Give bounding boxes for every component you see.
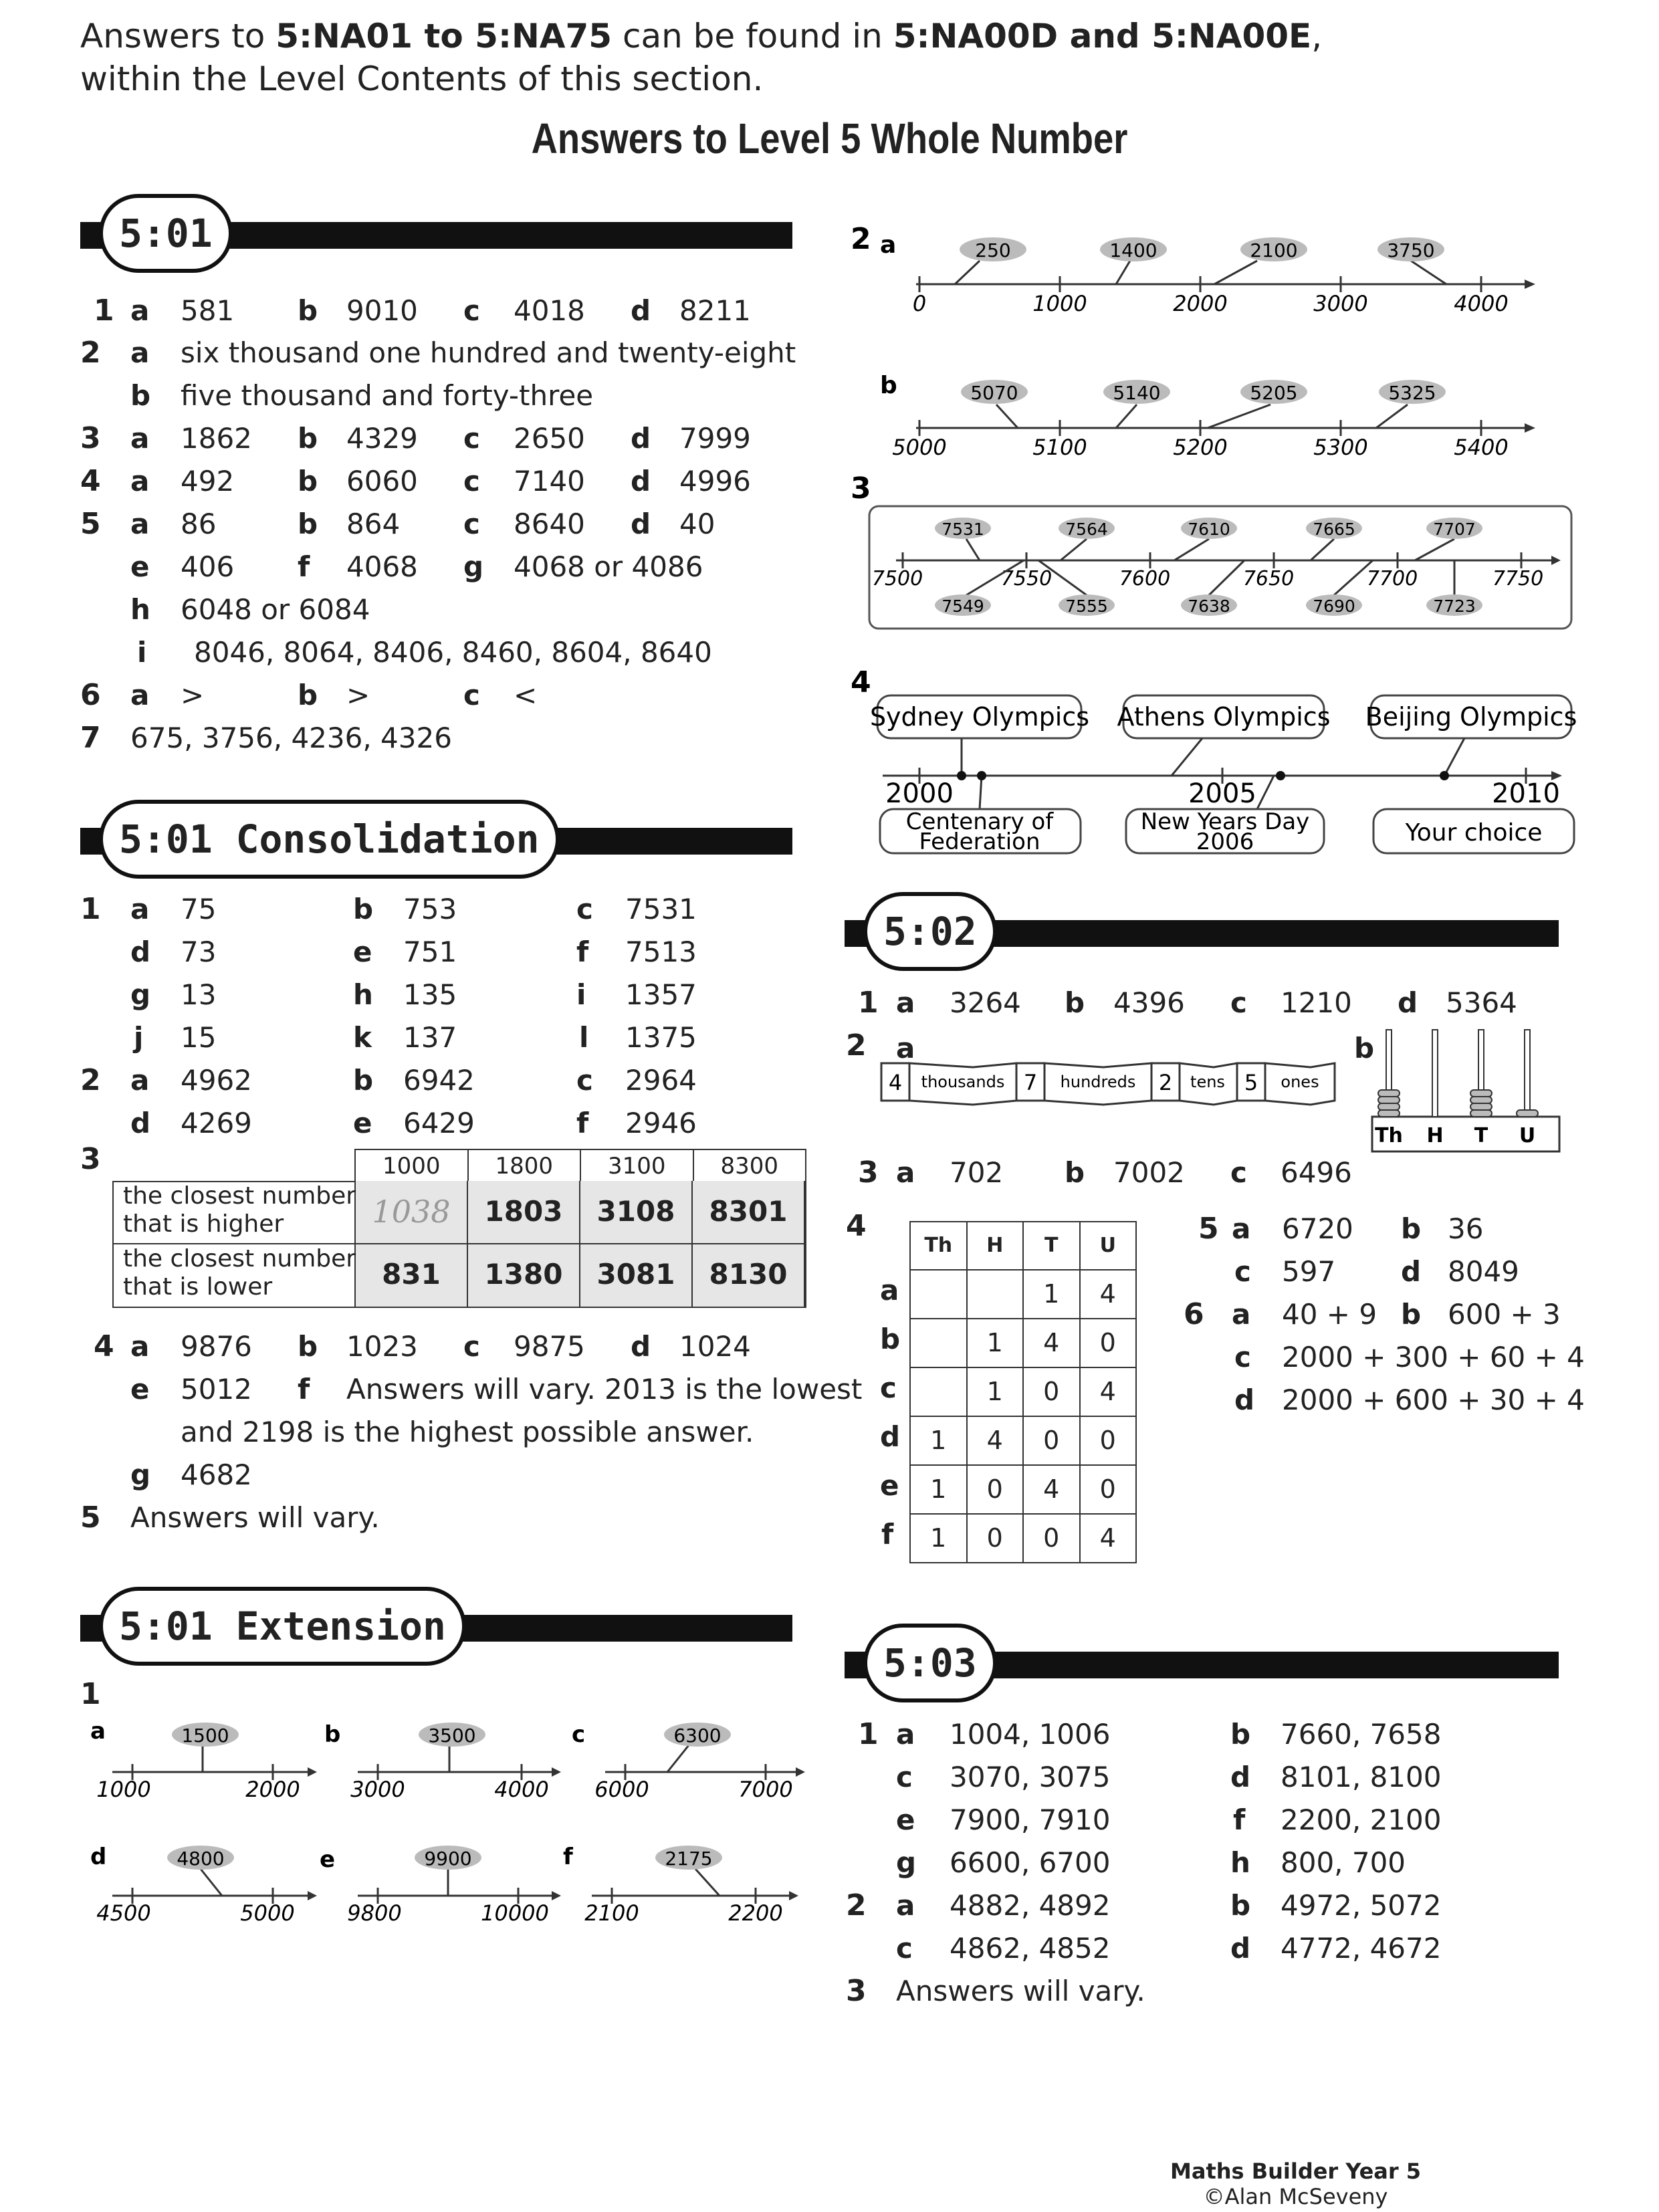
svg-text:4: 4 (851, 665, 871, 699)
table-cell: 0 (1099, 1474, 1116, 1504)
table-cell: 4 (1024, 1319, 1081, 1367)
table-cell: 1 (911, 1466, 968, 1513)
svg-text:4800: 4800 (177, 1848, 225, 1870)
section-header-501-consolidation: 5:01 Consolidation (80, 800, 792, 883)
footer: Maths Builder Year 5 ©Alan McSeveny (1170, 2159, 1422, 2209)
svg-text:7707: 7707 (1433, 520, 1476, 539)
answer-page: Answers to 5:NA01 to 5:NA75 can be found in 5:NA00D and 5:NA00E, within the Level Contents of this section. Answers to Level 5 Whole Number 5:01 5:01 Consolidation 5:01 Extension 5:02 5:03 1 a 581 b 9010 c 4018 d 8211 2 a six thousand one hundred and twenty-eight b five thousand and forty-three 3 a 1862 b 4329 c 2650 d 7999 4 a 492 b 6060 c 7140 d 4996 5 a 86 b 864 c 8640 d 40 e 406 f 4068 g 4068 or 4086 h 6048 or 6084 i 8046, 8064, 8406, 8460, 8604, 8640 6 a > b > c < 7 675, 3756, 4236, 4326 1 a 75 b 753 c 7531 d 73 e 751 f 7513 g 13 h 135 i 1357 j 15 k 137 l 1375 2 a 4962 b 6942 c 2964 d 4269 e 6429 f 2946 3 1000 1800 3100 8300 the closest number that is higher the closest number that is lower 1038 1803 3108 8301 831 1380 3081 8130 4 a 9876 b 1023 c 9875 d 1024 e 5012 f Answers will vary. 2013 is the lowest and 2198 is the highest possible answer. g 4682 5 Answers will vary. 1 a 1500 1000 2000 b 3500 3000 4000 c 6300 6000 7000 d 4800 4500 5000 e 9900 9800 10000 f 2175 2100 2200 2 a 0 1000 2000 3000 4000 250 1400 2100 3750 b 5000 5100 5200 5300 5400 5070 5140 5205 5325 3 7500 7550 7600 7650 7700 7750 7531 7564 7610 7665 7707 7549 7555 7638 7690 7723 4 Sydney Olympics Athens Olympics Beijing Olympics 2000 2005 2010 Centenary of Federation New Years Day 2006 Your choice 4 thousands 7 hundreds 2 tens 5 ones Th H T U 1 a 3264 b 4396 c 1210 d 5364 2 a b 3 a 702 b 7002 c 6496 4 Th H T U 1 4 1 4 0 1 0 4 1 4 0 0 1 0 4 0 1 0 0 4 a b c d e f 5 a 6720 b 36 c 597 d 8049 6 a 40 + 9 b 600 + 3 c 2000 + 300 + 60 + 4 d 2000 + 600 + 30 + 4 1 a 1004, 1006 b 7660, 7658 c 3070, 3075 d 8101, 8100 e 7900, 7910 f 2200, 2100 g 6600, 6700 h 800, 700 2 a 4882, 4892 b 4972, 5072 c 4862, 4852 d 4772, 4672 3 Answers will vary. Maths Builder Year 5 ©Alan McSeveny (0, 0, 1659, 2212)
svg-text:2000: 2000 (885, 778, 954, 809)
svg-text:ones: ones (1281, 1073, 1319, 1091)
svg-text:U: U (1519, 1124, 1536, 1147)
table-cell: 0 (1099, 1328, 1116, 1357)
table-cell: 1 (968, 1368, 1024, 1416)
table-cell: 4 (1024, 1466, 1081, 1513)
svg-text:7750: 7750 (1492, 567, 1544, 590)
svg-text:2000: 2000 (245, 1777, 300, 1802)
svg-text:5200: 5200 (1173, 435, 1228, 460)
svg-text:7000: 7000 (738, 1777, 793, 1802)
svg-text:5100: 5100 (1032, 435, 1087, 460)
table-cell (968, 1270, 1024, 1318)
svg-text:Th: Th (1375, 1124, 1403, 1147)
svg-text:New Years Day: New Years Day (1140, 808, 1310, 835)
svg-text:2100: 2100 (1250, 239, 1298, 261)
section-header-501: 5:01 (80, 194, 792, 277)
svg-text:Beijing Olympics: Beijing Olympics (1365, 702, 1577, 732)
svg-text:5400: 5400 (1454, 435, 1509, 460)
ext-line-e (320, 1846, 561, 1926)
section-header-503: 5:03 (845, 1624, 1559, 1706)
svg-text:1500: 1500 (181, 1725, 229, 1747)
svg-text:0: 0 (912, 291, 927, 316)
svg-text:7531: 7531 (942, 520, 984, 539)
svg-text:H: H (1426, 1124, 1444, 1147)
ext-line-b (324, 1721, 561, 1802)
svg-text:1000: 1000 (96, 1777, 151, 1802)
ext-line-a (90, 1718, 317, 1802)
svg-text:9900: 9900 (424, 1848, 472, 1870)
svg-text:3: 3 (851, 471, 871, 506)
svg-text:5300: 5300 (1313, 435, 1368, 460)
svg-text:5000: 5000 (892, 435, 947, 460)
svg-text:2005: 2005 (1188, 778, 1256, 809)
table-cell: 4 (1099, 1523, 1116, 1553)
svg-text:e: e (320, 1846, 336, 1873)
table-cell: 1 (911, 1417, 968, 1464)
svg-text:2100: 2100 (584, 1900, 639, 1926)
table-cell: 4 (1099, 1279, 1116, 1309)
table-cell: 0 (1024, 1368, 1081, 1416)
svg-text:7564: 7564 (1065, 520, 1108, 539)
table-cell: 0 (1024, 1515, 1081, 1562)
svg-text:3750: 3750 (1387, 239, 1435, 261)
svg-text:a: a (90, 1718, 106, 1745)
svg-text:thousands: thousands (921, 1073, 1005, 1091)
table-row (911, 1270, 1135, 1319)
table-cell: 0 (968, 1466, 1024, 1513)
svg-text:2010: 2010 (1492, 778, 1560, 809)
svg-text:Your choice: Your choice (1405, 819, 1543, 847)
svg-text:7500: 7500 (871, 567, 923, 590)
page-title: Answers to Level 5 Whole Number (531, 114, 1128, 162)
svg-text:Athens Olympics: Athens Olympics (1117, 702, 1331, 732)
table-cell: 0 (1099, 1426, 1116, 1455)
svg-text:d: d (90, 1844, 107, 1870)
svg-text:7665: 7665 (1313, 520, 1355, 539)
svg-text:6000: 6000 (594, 1777, 649, 1802)
table-row (911, 1515, 1135, 1562)
svg-text:f: f (563, 1844, 573, 1870)
svg-text:a: a (880, 231, 897, 259)
svg-text:Federation: Federation (919, 828, 1040, 855)
svg-text:5: 5 (1244, 1070, 1258, 1095)
svg-text:2006: 2006 (1196, 828, 1254, 855)
table-cell: 4 (968, 1417, 1024, 1464)
table-cell (911, 1319, 968, 1367)
section-header-502: 5:02 (845, 892, 1559, 975)
table-row (911, 1417, 1135, 1466)
svg-text:10000: 10000 (481, 1900, 549, 1926)
place-value-strip (881, 1063, 1335, 1105)
svg-text:4000: 4000 (1454, 291, 1509, 316)
svg-text:Centenary of: Centenary of (905, 808, 1054, 835)
svg-text:7555: 7555 (1065, 596, 1108, 616)
svg-text:2200: 2200 (728, 1900, 783, 1926)
svg-text:7600: 7600 (1119, 567, 1171, 590)
svg-text:4000: 4000 (494, 1777, 549, 1802)
abacus-diagram (1372, 1030, 1559, 1151)
svg-text:5140: 5140 (1113, 382, 1161, 404)
svg-text:5000: 5000 (240, 1900, 295, 1926)
intro-text: Answers to 5:NA01 to 5:NA75 can be found in 5:NA00D and 5:NA00E, within the Level Contents of this section. (80, 17, 1323, 98)
table-cell (911, 1368, 968, 1416)
svg-text:hundreds: hundreds (1060, 1073, 1136, 1091)
ext-line-c (572, 1721, 805, 1802)
q2-number-line-a (851, 222, 1535, 316)
svg-text:7610: 7610 (1188, 520, 1230, 539)
table-cell: 4 (1099, 1377, 1116, 1406)
svg-text:4: 4 (888, 1070, 903, 1095)
ext-line-d (90, 1844, 317, 1926)
svg-text:7723: 7723 (1433, 596, 1476, 616)
table-cell: 0 (968, 1515, 1024, 1562)
q2-number-line-b (880, 372, 1535, 460)
svg-text:2: 2 (851, 222, 871, 256)
svg-text:3000: 3000 (1313, 291, 1368, 316)
svg-text:4500: 4500 (96, 1900, 151, 1926)
table-cell: 0 (1024, 1417, 1081, 1464)
svg-text:b: b (324, 1721, 341, 1748)
table-cell (911, 1270, 968, 1318)
svg-text:250: 250 (975, 239, 1011, 261)
ext-line-f (563, 1844, 798, 1926)
svg-text:T: T (1474, 1124, 1488, 1147)
svg-text:Sydney Olympics: Sydney Olympics (869, 702, 1090, 732)
svg-text:3500: 3500 (428, 1725, 476, 1747)
svg-text:3000: 3000 (350, 1777, 405, 1802)
svg-text:2: 2 (1158, 1070, 1173, 1095)
svg-text:tens: tens (1190, 1073, 1225, 1091)
svg-text:7549: 7549 (942, 596, 984, 616)
svg-text:9800: 9800 (347, 1900, 402, 1926)
svg-text:7650: 7650 (1242, 567, 1295, 590)
svg-text:7638: 7638 (1188, 596, 1230, 616)
svg-text:5205: 5205 (1250, 382, 1298, 404)
q4-timeline (851, 665, 1577, 855)
section-header-501-extension: 5:01 Extension (80, 1587, 792, 1670)
place-value-table: Th H T U 1 4 1 4 0 1 0 4 1 4 0 0 1 0 4 0 1 0 0 4 (909, 1221, 1137, 1563)
svg-text:7700: 7700 (1366, 567, 1418, 590)
table-row (911, 1368, 1135, 1417)
svg-text:7550: 7550 (1000, 567, 1053, 590)
table-row (911, 1319, 1135, 1368)
q3-number-line (851, 471, 1571, 629)
table-cell: 1 (1024, 1270, 1081, 1318)
table-row (911, 1466, 1135, 1515)
svg-text:5325: 5325 (1388, 382, 1436, 404)
table-cell: 1 (911, 1515, 968, 1562)
svg-text:5070: 5070 (970, 382, 1018, 404)
svg-text:1400: 1400 (1109, 239, 1157, 261)
svg-text:7: 7 (1023, 1070, 1038, 1095)
svg-text:2000: 2000 (1173, 291, 1228, 316)
svg-text:2175: 2175 (665, 1848, 713, 1870)
svg-text:b: b (880, 372, 897, 399)
svg-text:7690: 7690 (1313, 596, 1355, 616)
svg-text:1000: 1000 (1032, 291, 1087, 316)
svg-text:c: c (572, 1721, 586, 1748)
svg-text:6300: 6300 (673, 1725, 722, 1747)
table-cell: 1 (968, 1319, 1024, 1367)
